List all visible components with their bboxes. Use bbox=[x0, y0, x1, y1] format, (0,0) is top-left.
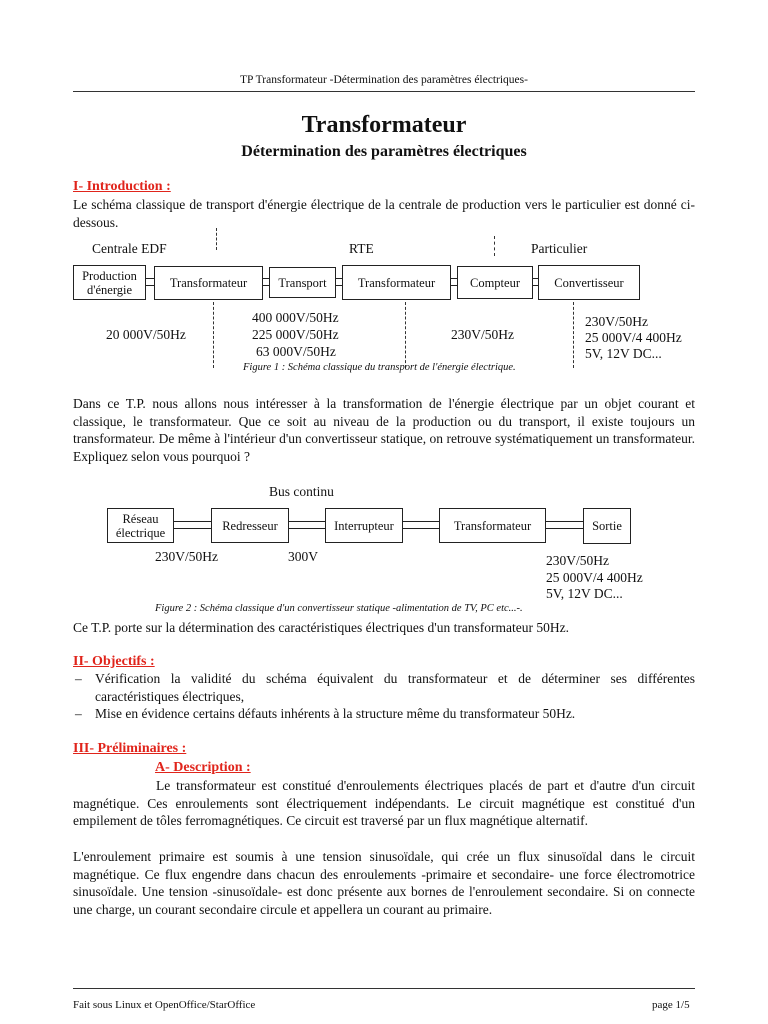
zone-label-particulier: Particulier bbox=[531, 241, 588, 256]
zone-separator bbox=[216, 228, 217, 250]
zone-label-rte: RTE bbox=[349, 241, 374, 256]
bus-label: Bus continu bbox=[269, 484, 334, 499]
list-item: – Vérification la validité du schéma équivalent du transformateur et de déterminer ses différentes caractéristiques électriques, bbox=[73, 670, 695, 705]
header-rule bbox=[73, 91, 695, 92]
voltage-transport-3: 63 000V/50Hz bbox=[256, 344, 336, 359]
zone-separator bbox=[494, 236, 495, 256]
voltage-distribution: 230V/50Hz bbox=[451, 327, 514, 342]
voltage-separator bbox=[573, 302, 574, 368]
introduction-heading: I- Introduction : bbox=[73, 179, 171, 194]
box-reseau: Réseau électrique bbox=[107, 508, 174, 543]
description-paragraph-1: Le transformateur est constitué d'enroulements électriques placés de part et d'autre d'un circuit magnétique. Ces enroulements sont électriquement indépendants. Le circuit magnétique est constitué d'un empilement de tôles ferromagnétiques. Ce circuit est traversé par un flux magnétique alternatif. bbox=[73, 778, 695, 828]
paragraph-scope: Ce T.P. porte sur la détermination des caractéristiques électriques d'un transformateur 50Hz. bbox=[73, 620, 570, 635]
footer-rule bbox=[73, 988, 695, 989]
paragraph-transformateur: Dans ce T.P. nous allons nous intéresser à la transformation de l'énergie électrique par un objet courant et classique, le transformateur. Que ce soit au niveau de la production ou du transport, il existe toujours un transformateur. De même à l'intérieur d'un convertisseur statique, on retrouve systématiquement un transformateur. Expliquez selon vous pourquoi ? bbox=[73, 396, 695, 464]
box-production: Production d'énergie bbox=[73, 265, 146, 300]
introduction-text: Le schéma classique de transport d'énergie électrique de la centrale de production vers le particulier est donné ci-dessous. bbox=[73, 197, 695, 230]
voltage-output-2: 25 000V/4 400Hz bbox=[585, 330, 682, 345]
box-transformateur-2: Transformateur bbox=[342, 265, 451, 300]
voltage-transport-2: 225 000V/50Hz bbox=[252, 327, 339, 342]
box-transformateur-1: Transformateur bbox=[154, 266, 263, 300]
zone-label-centrale: Centrale EDF bbox=[92, 241, 167, 256]
voltage-output-1: 230V/50Hz bbox=[585, 314, 648, 329]
document-subtitle: Détermination des paramètres électriques bbox=[241, 143, 527, 160]
voltage-output-3: 5V, 12V DC... bbox=[585, 346, 662, 361]
box-redresseur: Redresseur bbox=[211, 508, 289, 543]
document-title: Transformateur bbox=[301, 112, 467, 138]
connector bbox=[545, 521, 584, 529]
page-header: TP Transformateur -Détermination des paramètres électriques- bbox=[240, 74, 528, 86]
page-number: page 1/5 bbox=[652, 999, 690, 1011]
box-transport: Transport bbox=[269, 267, 336, 298]
connector bbox=[402, 521, 440, 529]
voltage-output-1: 230V/50Hz bbox=[546, 553, 609, 568]
connector bbox=[173, 521, 212, 529]
box-compteur: Compteur bbox=[457, 266, 533, 299]
footer-left: Fait sous Linux et OpenOffice/StarOffice bbox=[73, 999, 256, 1011]
connector bbox=[288, 521, 326, 529]
voltage-output-2: 25 000V/4 400Hz bbox=[546, 570, 643, 585]
objectifs-heading: II- Objectifs : bbox=[73, 654, 155, 669]
voltage-output-3: 5V, 12V DC... bbox=[546, 586, 623, 601]
objectifs-list bbox=[73, 670, 695, 723]
box-transformateur-3: Transformateur bbox=[439, 508, 546, 543]
voltage-bus: 300V bbox=[288, 549, 318, 564]
description-paragraph-2: L'enroulement primaire est soumis à une tension sinusoïdale, qui crée un flux sinusoïdal dans le circuit magnétique. Ce flux engendre dans chacun des enroulements -primaire et secondaire- une force électromotrice sinusoïdale. Une tension -sinusoïdale- est donc présente aux bornes de l'enroulement secondaire. Si on connecte une charge, un courant secondaire circule et appellera un courant au primaire. bbox=[73, 849, 695, 917]
voltage-separator bbox=[405, 302, 406, 368]
voltage-production: 20 000V/50Hz bbox=[106, 327, 186, 342]
box-interrupteur: Interrupteur bbox=[325, 508, 403, 543]
box-sortie: Sortie bbox=[583, 508, 631, 544]
voltage-separator bbox=[213, 302, 214, 368]
voltage-transport-1: 400 000V/50Hz bbox=[252, 310, 339, 325]
preliminaires-heading: III- Préliminaires : bbox=[73, 741, 187, 756]
description-subheading: A- Description : bbox=[155, 760, 251, 775]
figure-2-caption: Figure 2 : Schéma classique d'un convertisseur statique -alimentation de TV, PC etc...-. bbox=[155, 603, 523, 614]
figure-1-caption: Figure 1 : Schéma classique du transport de l'énergie électrique. bbox=[243, 362, 516, 373]
list-item: – Mise en évidence certains défauts inhérents à la structure même du transformateur 50Hz. bbox=[73, 705, 695, 723]
voltage-input: 230V/50Hz bbox=[155, 549, 218, 564]
box-convertisseur: Convertisseur bbox=[538, 265, 640, 300]
